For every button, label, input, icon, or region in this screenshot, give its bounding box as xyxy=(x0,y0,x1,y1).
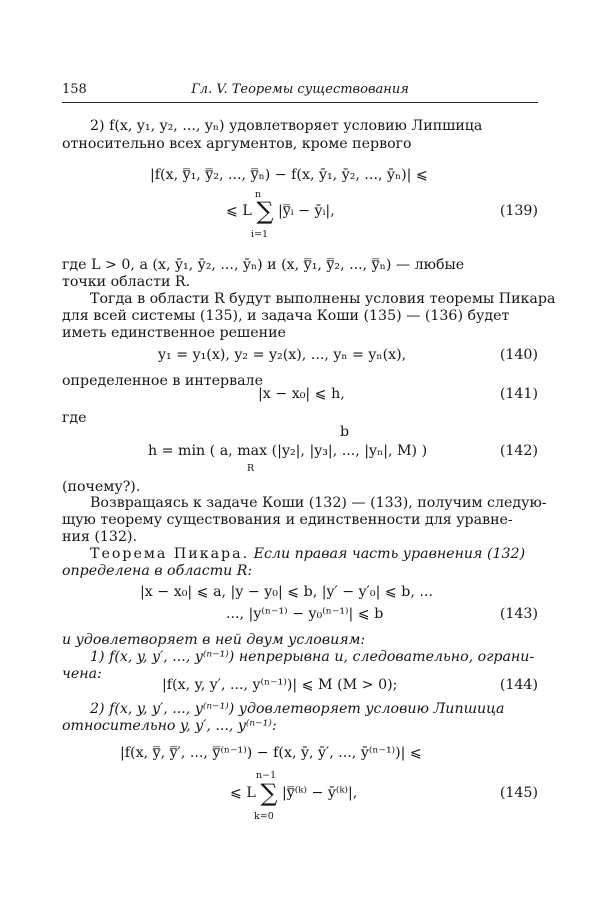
formula-141 xyxy=(62,385,538,403)
text-line: щую теорему существования и единственности для уравне- xyxy=(62,512,513,528)
theorem-line: 2) f(x, y, y′, ..., y⁽ⁿ⁻¹⁾) удовлетворяет условию Липшица xyxy=(90,701,505,717)
theorem-line: относительно y, y′, ..., y⁽ⁿ⁻¹⁾: xyxy=(62,718,277,734)
formula-prefix: ⩽ L xyxy=(230,785,256,801)
page-number: 158 xyxy=(62,82,87,97)
text-line: Тогда в области R будут выполнены условия теоремы Пикара xyxy=(90,291,556,307)
sum-lower-limit: k=0 xyxy=(254,811,274,822)
formula-139-line2 xyxy=(226,197,538,225)
equation-number: (143) xyxy=(499,606,538,622)
theorem-line: 1) f(x, y, y′, ..., y⁽ⁿ⁻¹⁾) непрерывна и, следовательно, ограни- xyxy=(90,649,535,665)
theorem-label: Теорема Пикара. xyxy=(90,546,250,562)
sum-upper-limit: n xyxy=(255,189,262,200)
equation-number: (139) xyxy=(499,203,538,219)
sum-sign: ∑ xyxy=(256,197,274,225)
text-line: определенное в интервале xyxy=(62,373,263,389)
text-line: относительно всех аргументов, кроме первого xyxy=(62,136,412,152)
text-line: для всей системы (135), и задача Коши (135) — (136) будет xyxy=(62,308,510,324)
formula-145-line1: |f(x, y̿, y̿′, ..., y̿⁽ⁿ⁻¹⁾) − f(x, ȳ, ȳ′, ..., ȳ⁽ⁿ⁻¹⁾)| ⩽ xyxy=(120,745,422,761)
theorem-line: определена в области R: xyxy=(62,563,253,579)
text-line: Возвращаясь к задаче Коши (132) — (133), получим следую- xyxy=(90,495,547,511)
theorem-line xyxy=(90,545,538,563)
sum-lower-limit: i=1 xyxy=(251,229,269,240)
formula-143-line1: |x − x₀| ⩽ a, |y − y₀| ⩽ b, |y′ − y′₀| ⩽ b, ... xyxy=(140,584,433,600)
formula-body: h = min ( a, max (|y₂|, |y₃|, ..., |yₙ|, M) ) xyxy=(148,443,428,459)
formula-140 xyxy=(62,346,538,364)
formula-summand: |y̿ᵢ − ȳᵢ|, xyxy=(278,203,335,219)
equation-number: (140) xyxy=(499,347,538,363)
text-line: 2) f(x, y₁, y₂, ..., yₙ) удовлетворяет условию Липшица xyxy=(90,118,483,134)
formula-summand: |y̿⁽ᵏ⁾ − ȳ⁽ᵏ⁾|, xyxy=(282,785,358,801)
text-line: где L > 0, а (x, ȳ₁, ȳ₂, ..., ȳₙ) и (x, y̿₁, y̿₂, ..., y̿ₙ) — любые xyxy=(62,257,465,273)
text-line: иметь единственное решение xyxy=(62,325,286,341)
sum-upper-limit: n−1 xyxy=(256,770,277,781)
formula-139-line1: |f(x, y̿₁, y̿₂, ..., y̿ₙ) − f(x, ȳ₁, ȳ₂, ..., ȳₙ)| ⩽ xyxy=(150,167,428,183)
formula-body: y₁ = y₁(x), y₂ = y₂(x), ..., yₙ = yₙ(x), xyxy=(158,347,407,363)
formula-142 xyxy=(62,442,538,460)
formula-145-line2 xyxy=(230,779,538,807)
max-subscript: R xyxy=(247,463,255,474)
fraction-numerator: b xyxy=(340,424,350,440)
formula-body: |f(x, y, y′, ..., y⁽ⁿ⁻¹⁾)| ⩽ M (M > 0); xyxy=(162,677,398,693)
formula-144 xyxy=(62,676,538,694)
text-line: где xyxy=(62,410,87,426)
equation-number: (145) xyxy=(499,785,538,801)
formula-prefix: ⩽ L xyxy=(226,203,252,219)
equation-number: (141) xyxy=(499,386,538,402)
theorem-line: и удовлетворяет в ней двум условиям: xyxy=(62,632,366,648)
text-line: ния (132). xyxy=(62,529,138,545)
formula-143-line2 xyxy=(62,605,538,623)
running-title: Гл. V. Теоремы существования xyxy=(191,82,409,97)
sum-sign: ∑ xyxy=(260,779,278,807)
formula-body: |x − x₀| ⩽ h, xyxy=(258,386,345,402)
theorem-text: Если правая часть уравнения (132) xyxy=(253,546,526,562)
text-line: точки области R. xyxy=(62,274,191,290)
theorem-line: чена: xyxy=(62,666,102,682)
text-line: (почему?). xyxy=(62,479,141,495)
equation-number: (142) xyxy=(499,443,538,459)
equation-number: (144) xyxy=(499,677,538,693)
running-header xyxy=(62,82,538,103)
formula-body: ..., |y⁽ⁿ⁻¹⁾ − y₀⁽ⁿ⁻¹⁾| ⩽ b xyxy=(226,606,384,622)
